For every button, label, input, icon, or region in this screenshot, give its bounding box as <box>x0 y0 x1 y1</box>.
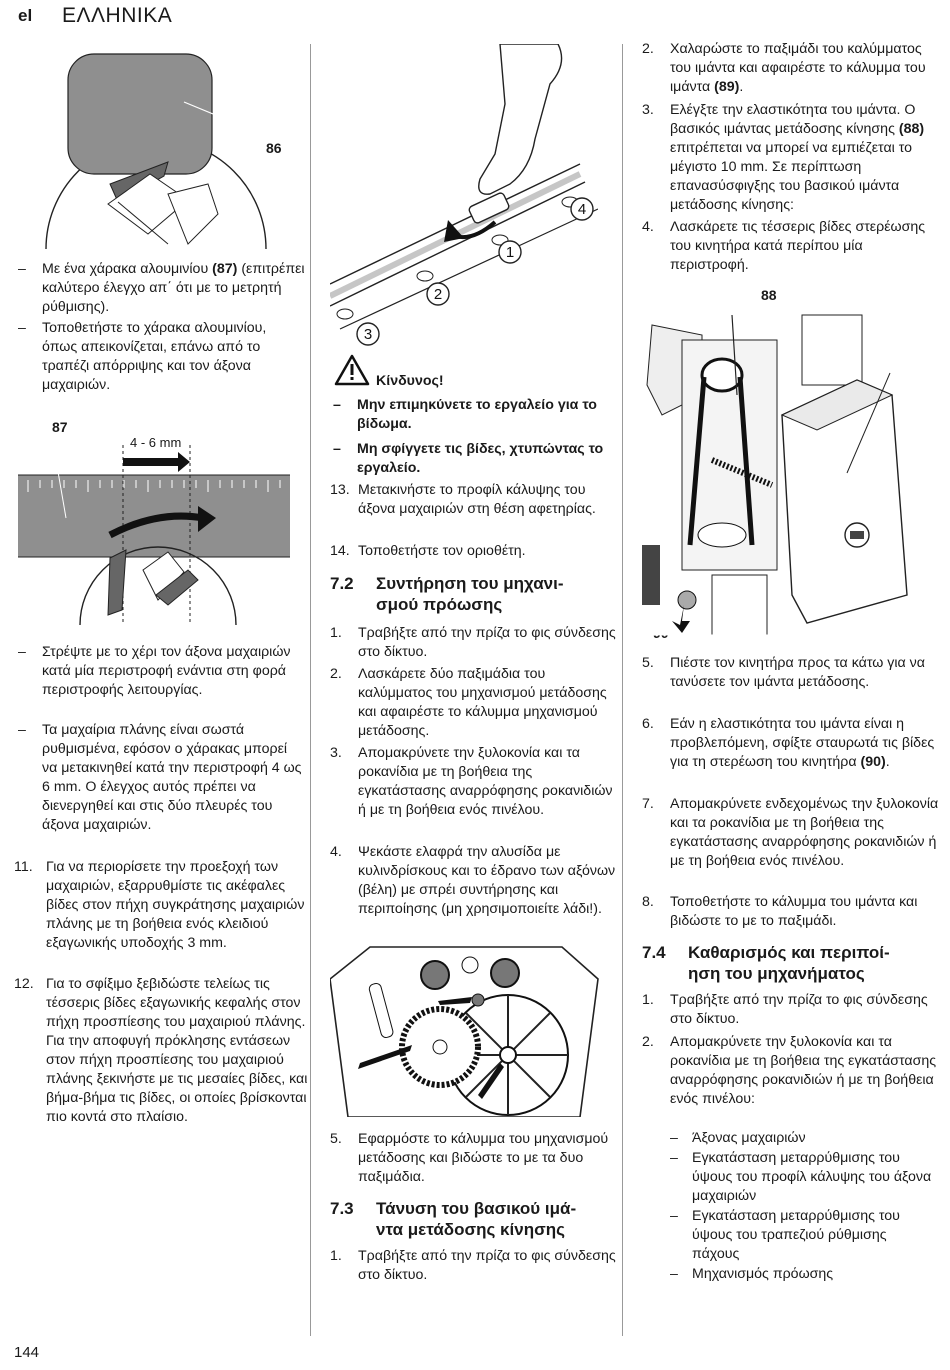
figure-87-measure: 4 - 6 mm <box>130 435 182 450</box>
s73-step-4: 4. Λασκάρετε τις τέσσερις βίδες στερέωσης του κινητήρα κατά περίπου μία περιστροφή. <box>642 219 926 273</box>
left-dash-item-3: – Στρέψτε με το χέρι τον άξονα μαχαιριών κατά μία περιστροφή ενάντια στη φορά περιστροφής λειτουργίας. <box>18 643 312 700</box>
figure-87-ruler-check <box>18 440 290 625</box>
figure-86-label: 86 <box>266 140 282 156</box>
s74-sub-item-1: – Άξονας μαχαιριών <box>670 1129 932 1148</box>
s73-step-5: 5. Πιέστε τον κινητήρα προς τα κάτω για να τανύσετε τον ιμάντα μετάδοσης. <box>642 655 925 690</box>
callout-3: 3 <box>363 326 373 343</box>
s72-step-4: 4. Ψεκάστε ελαφρά την αλυσίδα με κυλινδρίσκους και το έδρανο των αξόνων (βέλη) με σπρέι συντήρησης και περιποίησης (μη χρησιμοποιείτε λάδι!). <box>330 844 616 917</box>
left-dash-item-1: – Με ένα χάρακα αλουμινίου (87) (επιτρέπει καλύτερο έλεγχο απ΄ ότι με το μετρητή ρύθμισης). <box>18 260 312 317</box>
left-step-11: 11. Για να περιορίσετε την προεξοχή των μαχαιριών, εξαρρυθμίστε τις ακέφαλες βίδες στον πήχη συγκράτησης μαχαιριών πλάνης με τη βοήθεια ενός κλειδιού εξαγωνικής υποδοχής 3 mm. <box>14 859 305 951</box>
s74-sub-item-2: – Εγκατάσταση μεταρρύθμισης του ύψους του προφίλ κάλυψης του άξονα μαχαιριών <box>670 1149 932 1206</box>
column-divider-right <box>622 44 623 1336</box>
figure-86-blade-gauge <box>18 44 293 254</box>
language-code: el <box>18 6 33 25</box>
danger-item-2: – Μη σφίγγετε τις βίδες, χτυπώντας το εργαλείο. <box>333 440 612 478</box>
s74-sub-item-4: – Μηχανισμός πρόωσης <box>670 1265 932 1284</box>
left-dash-item-2: – Τοποθετήστε το χάρακα αλουμινίου, όπως απεικονίζεται, επάνω από το τραπέζι απόρριψης και τον άξονα μαχαιριών. <box>18 319 304 395</box>
s72-step-2: 2. Λασκάρετε δύο παξιμάδια του καλύμματος του μηχανισμού μετάδοσης και αφαιρέστε το κάλυμμα μηχανισμού μετάδοσης. <box>330 666 607 739</box>
figure-88-label: 88 <box>761 287 777 303</box>
figure-belt-drive <box>642 305 917 640</box>
figure-knife-holder-screws <box>330 44 598 356</box>
warning-icon <box>334 354 370 386</box>
s73-step-3: 3. Ελέγξτε την ελαστικότητα του ιμάντα. Ο βασικός ιμάντας μετάδοσης κίνησης (88) επιτρέπεται να μπορεί να εμπιέζεται το μέγιστο 10 mm. Σε περίπτωση επανασύσφιγξης του βασικού ιμάντα μετάδοσης κίνησης: <box>642 102 925 213</box>
s73-step-7: 7. Απομακρύνετε ενδεχομένως την ξυλοκονία και τα ροκανίδια με τη βοήθεια της εγκατάστασης αναρρόφησης ροκανιδιών ή με τη βοήθεια ενός πινέλου. <box>642 796 939 869</box>
s74-sub-item-3: – Εγκατάσταση μεταρρύθμισης του ύψους του τραπεζιού ρύθμισης πάχους <box>670 1207 932 1264</box>
section-7-3-heading: 7.3 Τάνυση του βασικού ιμά- ντα μετάδοσης κίνησης <box>330 1199 577 1239</box>
s73-step-8: 8. Τοποθετήστε το κάλυμμα του ιμάντα και βιδώστε το με το παξιμάδι. <box>642 894 918 929</box>
danger-title: Κίνδυνος! <box>376 373 444 389</box>
mid-step-14: 14. Τοποθετήστε τον οριοθέτη. <box>330 543 526 559</box>
figure-87-label: 87 <box>52 419 68 435</box>
callout-2: 2 <box>433 286 443 303</box>
s73-step-6: 6. Εάν η ελαστικότητα του ιμάντα είναι η προβλεπόμενη, σφίξτε σταυρωτά τις βίδες για τη στερέωση του κινητήρα (90). <box>642 716 935 770</box>
s72-step-5: 5. Εφαρμόστε το κάλυμμα του μηχανισμού μετάδοσης και βιδώστε το με τα δυο παξιμάδια. <box>330 1131 609 1185</box>
danger-item-1: – Μην επιμηκύνετε το εργαλείο για το βίδωμα. <box>333 396 612 434</box>
s74-step-1: 1. Τραβήξτε από την πρίζα το φις σύνδεσης στο δίκτυο. <box>642 992 928 1027</box>
mid-step-13: 13. Μετακινήστε το προφίλ κάλυψης του άξονα μαχαιριών στη θέση αφετηρίας. <box>330 482 596 517</box>
section-7-2-heading: 7.2 Συντήρηση του μηχανι- σμού πρόωσης <box>330 574 564 614</box>
callout-4: 4 <box>577 201 587 218</box>
callout-1: 1 <box>505 244 515 261</box>
s73-step-2: 2. Χαλαρώστε το παξιμάδι του καλύμματος του ιμάντα και αφαιρέστε το κάλυμμα του ιμάντα (89). <box>642 41 926 95</box>
s72-step-3: 3. Απομακρύνετε την ξυλοκονία και τα ροκανίδια με τη βοήθεια της εγκατάστασης αναρρόφησης ροκανιδιών ή με τη βοήθεια ενός πινέλου. <box>330 745 613 818</box>
language-title: ΕΛΛΗΝΙΚΑ <box>62 4 173 27</box>
s72-step-1: 1. Τραβήξτε από την πρίζα το φις σύνδεσης στο δίκτυο. <box>330 625 616 660</box>
left-step-12: 12. Για το σφίξιμο ξεβιδώστε τελείως τις τέσσερις βίδες εξαγωνικής κεφαλής στον πήχη προσπίεσης του μαχαιριού πλάνης. Για την αποφυγή πρόκλησης εντάσεων στον πήχη προσπίεσης του μαχαιριού πλάνης ξεκινήστε με τις μεσαίες βίδες, και βήμα-βήμα τις βίδες, οι οποίες βρίσκονται πιο κοντά στο πλαίσιο. <box>14 976 308 1125</box>
figure-feed-gearbox <box>330 945 600 1117</box>
left-dash-item-4: – Τα μαχαίρια πλάνης είναι σωστά ρυθμισμένα, εφόσον ο χάρακας μπορεί να μετακινηθεί κατά την περιστροφή 4 ως 6 mm. Ο έλεγχος αυτός πρέπει να διενεργηθεί και στις δύο πλευρές του άξονα μαχαιριών. <box>18 721 304 835</box>
page-number: 144 <box>14 1344 40 1361</box>
s74-step-2: 2. Απομακρύνετε την ξυλοκονία και τα ροκανίδια με τη βοήθεια της εγκατάστασης αναρρόφησης ροκανιδιών ή με τη βοήθεια ενός πινέλου: <box>642 1034 937 1107</box>
s73-step-1: 1. Τραβήξτε από την πρίζα το φις σύνδεσης στο δίκτυο. <box>330 1248 616 1283</box>
section-7-4-heading: 7.4 Καθαρισμός και περιποί- ηση του μηχανήματος <box>642 943 890 983</box>
